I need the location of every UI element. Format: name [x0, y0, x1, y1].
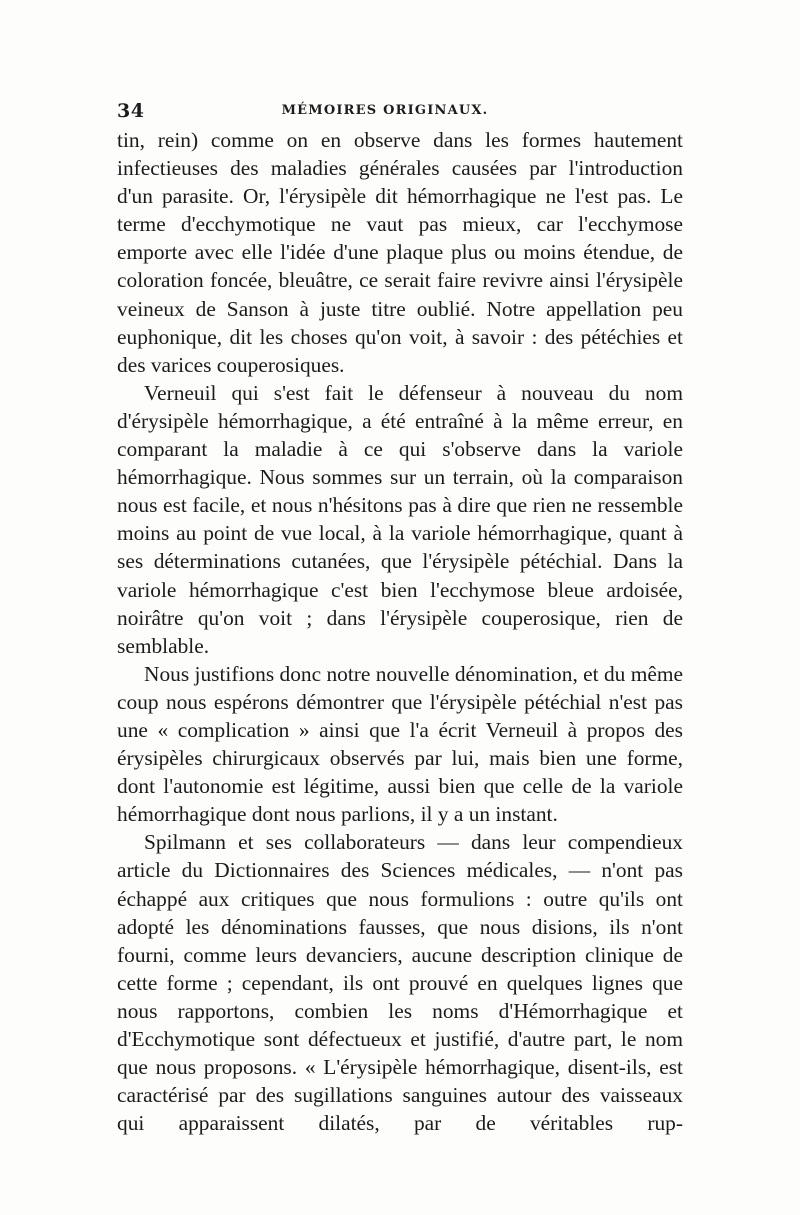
paragraph-1: tin, rein) comme on en observe dans les formes hautement infectieuses des maladies générales causées par l'introduction d'un parasite. Or, l'érysipèle dit hémorrhagique ne l'est pas. Le terme d'ecchymotique ne vaut pas mieux, car l'ecchymose emporte avec elle l'idée d'une plaque plus ou moins étendue, de coloration foncée, bleuâtre, ce serait faire revivre ainsi l'érysipèle veineux de Sanson à juste titre oublié. Notre appellation peu euphonique, dit les choses qu'on voit, à savoir : des pétéchies et des varices couperosiques.	[117, 128, 683, 377]
page-number: 34	[117, 100, 145, 122]
paragraph-4: Spilmann et ses collaborateurs — dans leur compendieux article du Dictionnaires des Sciences médicales, — n'ont pas échappé aux critiques que nous formulions : outre qu'ils ont adopté les dénominations fausses, que nous disions, ils n'ont fourni, comme leurs devanciers, aucune description clinique de cette forme ; cependant, ils ont prouvé en quelques lignes que nous rapportons, combien les noms d'Hémorrhagique et d'Ecchymotique sont défectueux et justifié, d'autre part, le nom que nous proposons. « L'érysipèle hémorrhagique, disent-ils, est caractérisé par des sugillations sanguines autour des vaisseaux qui apparaissent dilatés, par de véritables rup-	[117, 830, 683, 1136]
paragraph-3: Nous justifions donc notre nouvelle dénomination, et du même coup nous espérons démontrer que l'érysipèle pétéchial n'est pas une « complication » ainsi que l'a écrit Verneuil à propos des érysipèles chirurgicaux observés par lui, mais bien une forme, dont l'autonomie est légitime, aussi bien que celle de la variole hémorrhagique dont nous parlions, il y a un instant.	[117, 661, 683, 827]
running-title: MÉMOIRES ORIGINAUX.	[281, 103, 489, 118]
body-text	[117, 126, 683, 1137]
page-header	[117, 100, 683, 126]
paragraph-2: Verneuil qui s'est fait le défenseur à nouveau du nom d'érysipèle hémorrhagique, a été entraîné à la même erreur, en comparant la maladie à ce qui s'observe dans la variole hémorrhagique. Nous sommes sur un terrain, où la comparaison nous est facile, et nous n'hésitons pas à dire que rien ne ressemble moins au point de vue local, à la variole hémorrhagique, quant à ses déterminations cutanées, que l'érysipèle pétéchial. Dans la variole hémorrhagique c'est bien l'ecchymose bleue ardoisée, noirâtre qu'on voit ; dans l'érysipèle couperosique, rien de semblable.	[117, 380, 683, 658]
